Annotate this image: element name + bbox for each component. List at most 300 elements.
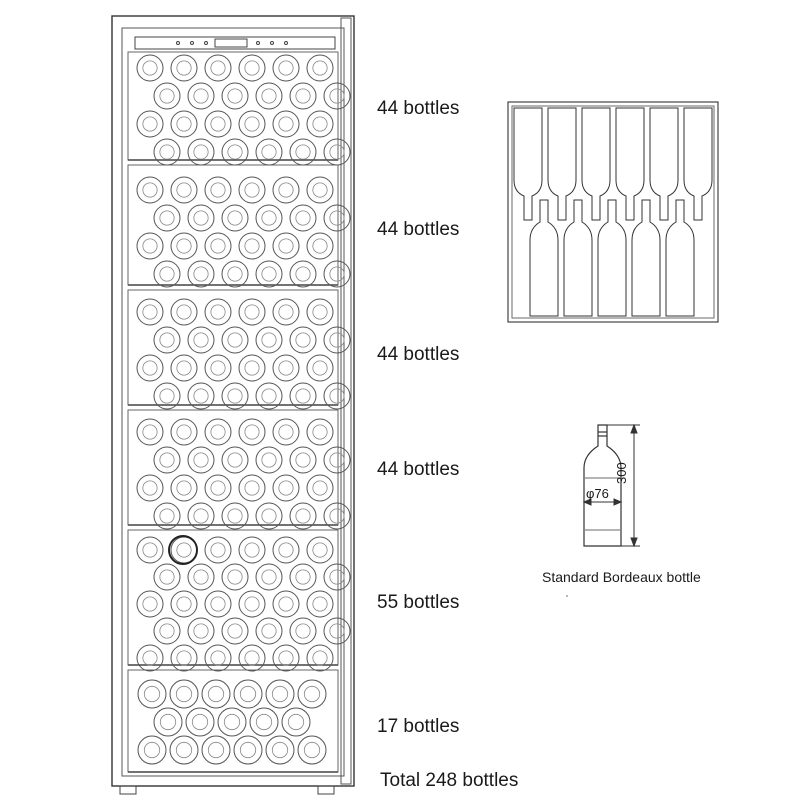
bottle-circle — [262, 211, 276, 225]
side-bottle-hanging — [650, 108, 678, 220]
bottle-circle — [245, 651, 259, 665]
bottle-circle — [245, 183, 259, 197]
bottle-circle — [324, 205, 350, 231]
bottle-circle — [188, 618, 214, 644]
bottle-circle — [194, 145, 208, 159]
bottle-circle — [228, 333, 242, 347]
bottle-circle — [273, 591, 299, 617]
bottle-circle — [330, 211, 344, 225]
side-bottle-upright — [666, 200, 694, 316]
bottle-circle — [143, 61, 157, 75]
control-display — [215, 39, 247, 47]
bottle-circle — [211, 543, 225, 557]
bottle-circle — [137, 475, 163, 501]
bottle-circle — [137, 299, 163, 325]
bottle-circle — [245, 543, 259, 557]
bottle-circle — [239, 475, 265, 501]
bottle-circle — [143, 183, 157, 197]
bottle-circle — [296, 211, 310, 225]
bottle-circle — [171, 475, 197, 501]
bottle-circle — [177, 543, 191, 557]
bottle-circle — [143, 597, 157, 611]
bottle-circle — [296, 333, 310, 347]
bottle-circle — [160, 267, 174, 281]
bottle-circle — [222, 205, 248, 231]
bottle-circle — [239, 419, 265, 445]
bottle-circle — [290, 83, 316, 109]
bottle-circle — [143, 425, 157, 439]
bottle-circle — [324, 618, 350, 644]
bottle-circle — [273, 419, 299, 445]
total-capacity-label: Total 248 bottles — [380, 770, 519, 791]
bottle-circle — [282, 708, 310, 736]
bottle-circle — [211, 597, 225, 611]
bottle-circle — [160, 509, 174, 523]
bottle-circle — [256, 714, 271, 729]
bottle-circle — [188, 261, 214, 287]
stray-dot — [566, 595, 568, 597]
bottle-circle — [188, 327, 214, 353]
bottle-circle — [208, 686, 223, 701]
bottle-circle — [170, 680, 198, 708]
bottle-circle — [228, 624, 242, 638]
bottle-circle — [307, 233, 333, 259]
bottle-circle — [239, 55, 265, 81]
cabinet-foot — [318, 786, 334, 794]
bottle-circle — [298, 736, 326, 764]
bottle-circle — [307, 645, 333, 671]
bottle-circle — [313, 543, 327, 557]
bottle-circle — [239, 233, 265, 259]
bottle-circle — [205, 475, 231, 501]
bottle-circle — [222, 83, 248, 109]
bottle-circle — [143, 239, 157, 253]
bottle-circle — [296, 267, 310, 281]
bottle-circle — [262, 89, 276, 103]
side-bottle-hanging — [616, 108, 644, 220]
bottle-circle — [262, 624, 276, 638]
bottle-circle — [290, 618, 316, 644]
bottle-circle — [256, 139, 282, 165]
bottle-circle — [137, 645, 163, 671]
diameter-arrow-right — [614, 499, 621, 505]
bottle-circle — [228, 211, 242, 225]
bottle-circle — [330, 509, 344, 523]
bottle-circle — [228, 453, 242, 467]
bottle-circle — [307, 475, 333, 501]
bottle-circle — [239, 299, 265, 325]
bottle-circle — [279, 239, 293, 253]
control-panel-indicators — [177, 39, 288, 47]
control-light — [285, 42, 288, 45]
bottle-circle — [313, 239, 327, 253]
bottle-circle — [143, 651, 157, 665]
bottle-circle — [192, 714, 207, 729]
bottle-circle — [160, 714, 175, 729]
bottle-circle — [313, 183, 327, 197]
bottle-circle — [279, 543, 293, 557]
bottle-circle — [138, 680, 166, 708]
bottle-circle — [160, 624, 174, 638]
bottle-circle — [262, 333, 276, 347]
bottle-circle — [154, 261, 180, 287]
bottle-circle — [211, 239, 225, 253]
rack-side-bottles — [514, 108, 712, 316]
bottle-circle — [160, 570, 174, 584]
bottle-circle — [298, 680, 326, 708]
bottle-circle — [222, 447, 248, 473]
bottle-circle — [313, 481, 327, 495]
bottle-circle — [205, 233, 231, 259]
bottle-circle — [307, 299, 333, 325]
bottle-circle — [256, 564, 282, 590]
bottle-circle — [256, 205, 282, 231]
bottle-circle — [262, 145, 276, 159]
bottle-circle — [324, 564, 350, 590]
bottle-circle — [177, 117, 191, 131]
bottle-circle — [279, 117, 293, 131]
bottle-circle — [296, 509, 310, 523]
bottle-circle — [272, 742, 287, 757]
side-bottle-upright — [530, 200, 558, 316]
bottle-circle — [143, 481, 157, 495]
bottle-circle — [143, 305, 157, 319]
bottle-circle — [154, 564, 180, 590]
bottle-circle — [160, 211, 174, 225]
bottle-circle — [324, 447, 350, 473]
bottle-circle — [307, 177, 333, 203]
bottle-circle — [171, 55, 197, 81]
bottle-circle — [313, 61, 327, 75]
bottle-circle — [211, 361, 225, 375]
bottle-circle — [279, 597, 293, 611]
bottle-circle — [245, 239, 259, 253]
bottle-caption: Standard Bordeaux bottle — [542, 569, 701, 585]
bottle-circle — [273, 55, 299, 81]
bottle-circle — [211, 481, 225, 495]
bottle-circle — [240, 686, 255, 701]
bottle-circle — [313, 651, 327, 665]
bottle-circle — [218, 708, 246, 736]
bottle-circle — [186, 708, 214, 736]
bottle-circle — [228, 145, 242, 159]
bottle-circle — [160, 145, 174, 159]
bottle-circle — [177, 651, 191, 665]
bottle-circle — [176, 686, 191, 701]
bottle-circle — [188, 447, 214, 473]
bottle-circle — [171, 591, 197, 617]
height-arrow-bottom — [631, 538, 637, 546]
bottle-circle — [143, 543, 157, 557]
bottle-circle — [177, 239, 191, 253]
bottle-circle — [296, 453, 310, 467]
bottle-circle — [330, 453, 344, 467]
bottle-circle — [194, 333, 208, 347]
bottle-circle — [245, 61, 259, 75]
bottle-circle — [313, 117, 327, 131]
shelf-2-capacity-label: 44 bottles — [377, 219, 460, 240]
bottle-circle — [239, 645, 265, 671]
bottle-circle — [307, 591, 333, 617]
bottle-circle — [273, 645, 299, 671]
bottle-circle — [171, 355, 197, 381]
bottle-circle — [288, 714, 303, 729]
bottle-circle — [273, 111, 299, 137]
bottle-circle — [250, 708, 278, 736]
shelf-4-capacity-label: 44 bottles — [377, 459, 460, 480]
bottle-circle — [279, 61, 293, 75]
side-bottle-upright — [564, 200, 592, 316]
bottle-circle — [137, 177, 163, 203]
bottle-circle — [171, 233, 197, 259]
bottle-circle — [177, 305, 191, 319]
bottle-circle — [211, 305, 225, 319]
bottle-circle — [290, 447, 316, 473]
side-bottle-upright — [598, 200, 626, 316]
bottle-circle — [154, 708, 182, 736]
bottle-circle — [273, 299, 299, 325]
bottle-circle — [273, 537, 299, 563]
bottle-circle — [296, 570, 310, 584]
control-light — [205, 42, 208, 45]
bottle-circle — [222, 327, 248, 353]
bottle-circle — [239, 591, 265, 617]
bottle-circle — [205, 111, 231, 137]
bottle-circle — [188, 83, 214, 109]
bottle-circle — [296, 389, 310, 403]
bottle-circle — [144, 742, 159, 757]
bottle-circle — [202, 680, 230, 708]
shelf-6-capacity-label: 17 bottles — [377, 716, 460, 737]
bottle-circle — [138, 736, 166, 764]
bottle-circle — [290, 327, 316, 353]
bottle-circle — [171, 177, 197, 203]
bottle-circle — [330, 333, 344, 347]
bottle-circle — [228, 570, 242, 584]
bottle-circle — [194, 570, 208, 584]
bottle-circle — [188, 564, 214, 590]
control-light — [177, 42, 180, 45]
bottle-circle — [256, 618, 282, 644]
shelf-1-capacity-label: 44 bottles — [377, 98, 460, 119]
bottle-circle — [137, 591, 163, 617]
bottle-circle — [313, 361, 327, 375]
side-bottle-hanging — [514, 108, 542, 220]
bottle-circle — [324, 83, 350, 109]
bottle-circle — [154, 139, 180, 165]
bottle-circle — [228, 267, 242, 281]
bottle-circle — [205, 645, 231, 671]
height-arrow-top — [631, 425, 637, 433]
bottle-circle — [205, 177, 231, 203]
shelf-compartment — [128, 410, 338, 525]
bottle-circle — [202, 736, 230, 764]
bottle-circle — [228, 89, 242, 103]
bottle-circle — [262, 267, 276, 281]
bottle-circle — [239, 355, 265, 381]
bottle-circle — [245, 481, 259, 495]
bottle-circle — [245, 597, 259, 611]
side-bottle-hanging — [548, 108, 576, 220]
bottle-circle — [170, 736, 198, 764]
bottle-circle — [262, 389, 276, 403]
bottle-circle — [160, 333, 174, 347]
bottle-circle — [330, 267, 344, 281]
bottle-circle — [228, 509, 242, 523]
bottle-circle — [205, 299, 231, 325]
bottle-circle — [177, 183, 191, 197]
shelf-5-capacity-label: 55 bottles — [377, 592, 460, 613]
bottle-circle — [222, 564, 248, 590]
bottle-circle — [171, 299, 197, 325]
bottle-circle — [171, 111, 197, 137]
bottle-circle — [290, 261, 316, 287]
bottle-circle — [262, 570, 276, 584]
bottle-circle — [279, 651, 293, 665]
bottle-circle — [273, 177, 299, 203]
bottle-circle — [290, 564, 316, 590]
bottle-diameter-label: φ76 — [586, 486, 609, 501]
bottle-circle — [307, 537, 333, 563]
bottle-circle — [240, 742, 255, 757]
bottle-circle — [307, 111, 333, 137]
bottle-circle — [296, 145, 310, 159]
bottle-circle — [256, 447, 282, 473]
bottle-circle — [256, 261, 282, 287]
bottle-circle — [194, 509, 208, 523]
bottle-circle — [222, 139, 248, 165]
bottle-circle — [137, 111, 163, 137]
bottle-circle — [222, 261, 248, 287]
bottle-circle — [290, 205, 316, 231]
bottle-circle — [256, 83, 282, 109]
bottle-circle — [194, 453, 208, 467]
bottle-circle — [245, 361, 259, 375]
bottle-circle — [330, 570, 344, 584]
bottle-circle — [307, 419, 333, 445]
side-bottle-hanging — [582, 108, 610, 220]
bottle-circle — [330, 145, 344, 159]
side-bottle-upright — [632, 200, 660, 316]
bottle-circle — [188, 205, 214, 231]
bottle-circle — [296, 624, 310, 638]
bottle-circle — [273, 355, 299, 381]
bottle-circle — [144, 686, 159, 701]
bottle-circle — [154, 83, 180, 109]
bottle-circle — [262, 453, 276, 467]
bottle-circle — [239, 177, 265, 203]
bottle-circle — [194, 89, 208, 103]
bottle-circle — [154, 618, 180, 644]
bottle-circle — [171, 645, 197, 671]
bottle-circle — [177, 361, 191, 375]
bottle-circle — [279, 305, 293, 319]
bottle-circle — [313, 305, 327, 319]
bottle-circle — [330, 624, 344, 638]
highlighted-bottle — [169, 536, 197, 564]
bottle-racks — [128, 52, 338, 772]
bottle-circle — [211, 183, 225, 197]
bottle-circle — [290, 139, 316, 165]
bottle-circle — [137, 233, 163, 259]
bottle-circle — [324, 327, 350, 353]
bottle-circle — [211, 117, 225, 131]
shelf-compartment — [128, 670, 338, 772]
bottle-circle — [211, 425, 225, 439]
bottle-circle — [313, 425, 327, 439]
bottle-circle — [188, 139, 214, 165]
control-light — [191, 42, 194, 45]
control-light — [257, 42, 260, 45]
bottle-circle — [245, 305, 259, 319]
bottle-circle — [245, 425, 259, 439]
bottle-circle — [266, 680, 294, 708]
bottle-circle — [262, 509, 276, 523]
bottle-circle — [208, 742, 223, 757]
shelf-compartment — [128, 530, 338, 665]
bottle-circle — [205, 591, 231, 617]
bottle-circle — [176, 742, 191, 757]
bottle-circle — [222, 618, 248, 644]
bottle-circle — [177, 597, 191, 611]
bottle-circle — [143, 117, 157, 131]
shelf-3-capacity-label: 44 bottles — [377, 344, 460, 365]
bottle-circle — [256, 327, 282, 353]
bottle-circle — [154, 327, 180, 353]
bottle-circle — [279, 481, 293, 495]
bottle-circle — [211, 651, 225, 665]
bottle-circle — [177, 481, 191, 495]
bottle-circle — [224, 714, 239, 729]
bottle-circle — [160, 389, 174, 403]
bottle-circle — [143, 361, 157, 375]
bottle-height-label: 300 — [614, 462, 629, 484]
side-bottle-hanging — [684, 108, 712, 220]
bottle-circle — [194, 389, 208, 403]
bottle-circle — [177, 61, 191, 75]
bottle-circle — [324, 261, 350, 287]
bottle-circle — [171, 419, 197, 445]
bottle-circle — [194, 211, 208, 225]
bottle-circle — [307, 355, 333, 381]
bottle-circle — [154, 205, 180, 231]
bottle-circle — [239, 111, 265, 137]
bottle-circle — [279, 361, 293, 375]
bottle-circle — [205, 419, 231, 445]
bottle-circle — [234, 680, 262, 708]
bottle-circle — [307, 55, 333, 81]
bottle-circle — [160, 453, 174, 467]
bottle-circle — [177, 425, 191, 439]
bottle-circle — [313, 597, 327, 611]
bottle-circle — [279, 183, 293, 197]
bottle-circle — [228, 389, 242, 403]
bottle-circle — [234, 736, 262, 764]
bottle-circle — [137, 55, 163, 81]
bottle-circle — [245, 117, 259, 131]
bottle-circle — [137, 537, 163, 563]
bottle-circle — [194, 267, 208, 281]
bottle-circle — [239, 537, 265, 563]
bottle-circle — [324, 139, 350, 165]
cabinet-foot — [120, 786, 136, 794]
bottle-circle — [330, 89, 344, 103]
bottle-circle — [137, 419, 163, 445]
bottle-circle — [330, 389, 344, 403]
bottle-circle — [279, 425, 293, 439]
bottle-circle — [205, 355, 231, 381]
bottle-circle — [137, 355, 163, 381]
